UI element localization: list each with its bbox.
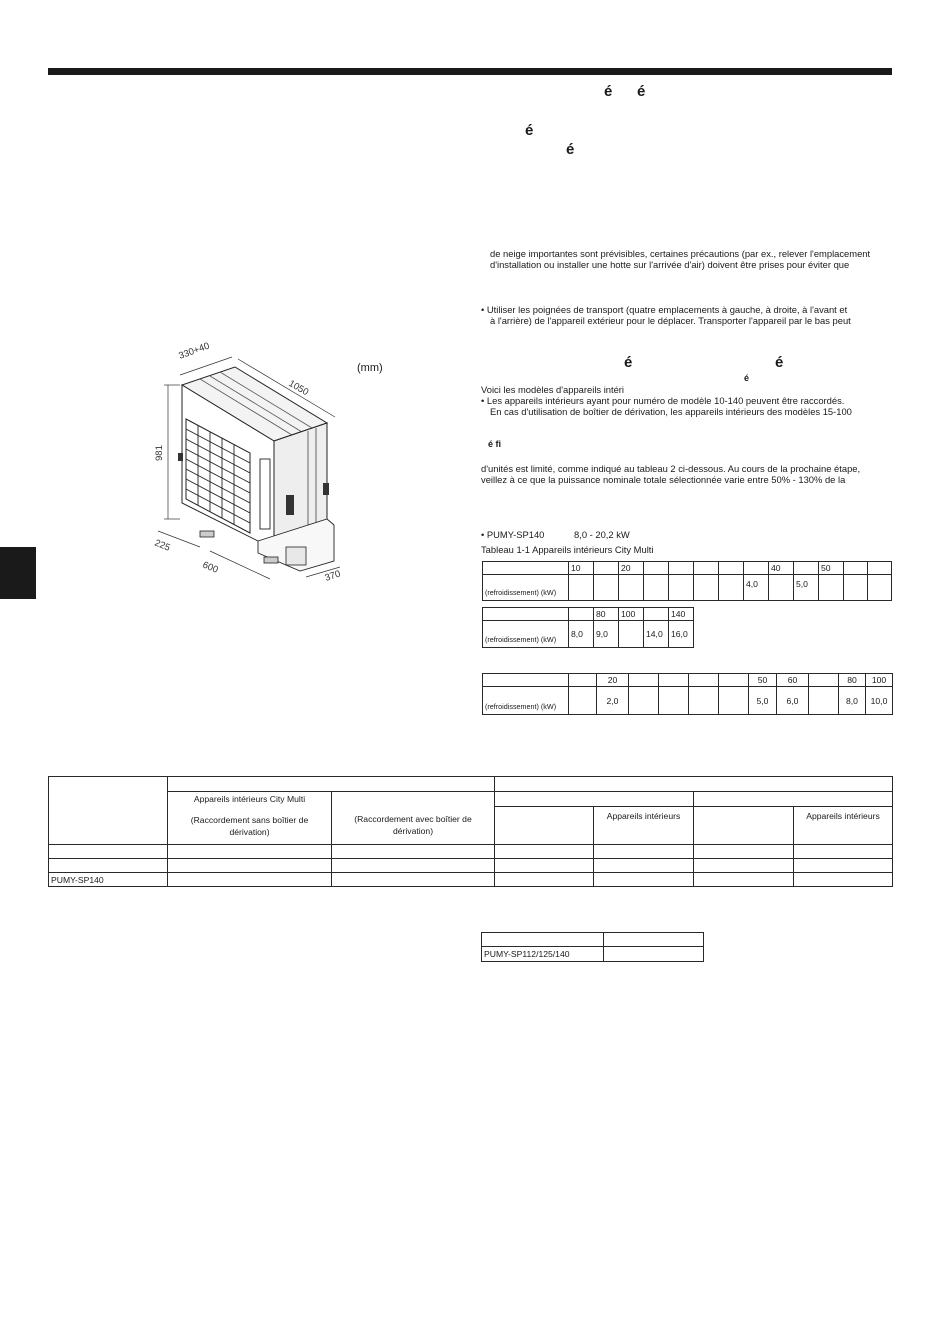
table-cell: [482, 933, 604, 947]
table-2: [48, 776, 893, 887]
table-cell: [495, 777, 893, 792]
table-cell: [694, 792, 893, 807]
table-cell: 40: [769, 562, 794, 575]
table-cell: [719, 687, 749, 715]
table-cell: 50: [749, 674, 777, 687]
table-cell: 10,0: [866, 687, 893, 715]
table-cell: [594, 845, 694, 859]
dimension-depth-top: 330+40: [177, 340, 212, 362]
table-cell: [332, 873, 495, 887]
table-cell: (refroidissement) (kW): [483, 687, 569, 715]
table-cell: [629, 674, 659, 687]
table-cell: [594, 859, 694, 873]
table-cell: [168, 777, 495, 792]
section-glyph: é: [744, 373, 750, 383]
table-cell: [694, 807, 794, 845]
table-cell: [844, 575, 868, 601]
table-row: [483, 608, 694, 621]
dimension-left: 225: [152, 537, 172, 554]
table-row: [49, 777, 893, 792]
table-cell: [49, 845, 168, 859]
table-cell: [659, 674, 689, 687]
outdoor-unit-drawing: [140, 335, 400, 595]
header-glyph: é: [604, 83, 613, 100]
models-text-line: • Les appareils intérieurs ayant pour numéro de modèle 10-140 peuvent être raccordés.: [481, 395, 845, 406]
section-glyph: é: [624, 354, 633, 371]
table-cell: [495, 845, 594, 859]
table-1b: [482, 607, 694, 648]
table-cell: [619, 621, 644, 648]
table-cell: 10: [569, 562, 594, 575]
table-1c: [482, 673, 893, 715]
table-cell: [659, 687, 689, 715]
table-cell: 80: [839, 674, 866, 687]
table-cell: [483, 608, 569, 621]
table-cell: 6,0: [777, 687, 809, 715]
table-cell: [495, 807, 594, 845]
table-cell: [619, 575, 644, 601]
table-cell: [483, 562, 569, 575]
table-cell: [669, 562, 694, 575]
table-cell: [644, 608, 669, 621]
table-cell: [168, 873, 332, 887]
table-3: [481, 932, 704, 962]
col-a-subtitle: (Raccordement sans boîtier de dérivation): [190, 815, 309, 837]
dimension-bottom: 600: [200, 559, 220, 576]
table-cell: [495, 792, 694, 807]
table-cell: [332, 845, 495, 859]
dimension-height: 981: [154, 445, 165, 461]
table-cell: 20: [619, 562, 644, 575]
language-tab: [0, 547, 36, 599]
table-cell: 9,0: [594, 621, 619, 648]
table-cell: 2,0: [597, 687, 629, 715]
table-cell: [719, 674, 749, 687]
unit-label: (mm): [357, 362, 383, 374]
table-cell: [819, 575, 844, 601]
handles-text-line: • Utiliser les poignées de transport (quatre emplacements à gauche, à droite, à l'avant et: [481, 304, 848, 315]
table-cell: PUMY-SP140: [49, 873, 168, 887]
header-glyph: é: [525, 122, 534, 139]
table-cell: [694, 562, 719, 575]
table-cell: [594, 562, 619, 575]
table-cell: [868, 562, 892, 575]
table-cell: [604, 933, 704, 947]
table-cell: [868, 575, 892, 601]
table-cell: 60: [777, 674, 809, 687]
table-cell: 50: [819, 562, 844, 575]
table-cell: 100: [619, 608, 644, 621]
table-cell: 100: [866, 674, 893, 687]
table-row: [483, 621, 694, 648]
table-cell: [794, 562, 819, 575]
table-cell: [569, 674, 597, 687]
table-cell: [689, 674, 719, 687]
table-cell: [794, 859, 893, 873]
table-cell: Appareils intérieurs: [594, 807, 694, 845]
table-cell: 5,0: [749, 687, 777, 715]
dimension-width: 1050: [286, 378, 311, 399]
table-cell: [629, 687, 659, 715]
table-cell: [719, 562, 744, 575]
dimension-right: 370: [323, 568, 343, 584]
section-glyph: é fi: [488, 439, 502, 449]
table-cell: [49, 859, 168, 873]
section-glyph: é: [775, 354, 784, 371]
units-text-line: veillez à ce que la puissance nominale totale sélectionnée varie entre 50% - 130% de la: [481, 474, 846, 485]
table-cell: [689, 687, 719, 715]
table-cell: (Raccordement avec boîtier de dérivation): [332, 792, 495, 845]
snow-text-line: d'installation ou installer une hotte sur l'arrivée d'air) doivent être prises pour éviter que: [490, 259, 850, 270]
table-row: [482, 947, 704, 962]
table-row: [483, 687, 893, 715]
table-cell: [694, 873, 794, 887]
table-cell: 8,0: [569, 621, 594, 648]
table-cell: [49, 777, 168, 845]
table-row: [483, 674, 893, 687]
snow-text-line: de neige importantes sont prévisibles, certaines précautions (par ex., relever l'emplacement: [490, 248, 871, 259]
table-cell: [569, 608, 594, 621]
table-row: [482, 933, 704, 947]
pumy-bullet: • PUMY-SP140: [481, 529, 545, 540]
table-row: [483, 575, 892, 601]
handles-text-line: à l'arrière) de l'appareil extérieur pour le déplacer. Transporter l'appareil par le bas peut: [490, 315, 851, 326]
table-cell: (refroidissement) (kW): [483, 621, 569, 648]
table-cell: 4,0: [744, 575, 769, 601]
table-cell: [569, 575, 594, 601]
header-glyph: é: [637, 83, 646, 100]
table-cell: [809, 687, 839, 715]
table-cell: [604, 947, 704, 962]
table-row: [483, 562, 892, 575]
table-1a: [482, 561, 892, 601]
table-cell: [809, 674, 839, 687]
table-cell: 14,0: [644, 621, 669, 648]
table-cell: [168, 859, 332, 873]
table-cell: 16,0: [669, 621, 694, 648]
header-rule: [48, 68, 892, 75]
table-cell: 20: [597, 674, 629, 687]
pumy-range: 8,0 - 20,2 kW: [574, 529, 630, 540]
table-cell: 80: [594, 608, 619, 621]
table-cell: [168, 845, 332, 859]
table-cell: 8,0: [839, 687, 866, 715]
table-cell: [694, 859, 794, 873]
table-cell: [644, 575, 669, 601]
table-cell: 5,0: [794, 575, 819, 601]
table-row: [49, 859, 893, 873]
table-cell: 140: [669, 608, 694, 621]
table-cell: [332, 859, 495, 873]
table-cell: [644, 562, 669, 575]
table-cell: [495, 873, 594, 887]
table-cell: [694, 575, 719, 601]
table-cell: [594, 575, 619, 601]
table-cell: [744, 562, 769, 575]
table-cell: (refroidissement) (kW): [483, 575, 569, 601]
table-cell: [844, 562, 868, 575]
table-cell: [495, 859, 594, 873]
models-intro: Voici les modèles d'appareils intéri: [481, 384, 625, 395]
table-cell: [594, 873, 694, 887]
table-cell: [769, 575, 794, 601]
table-cell: PUMY-SP112/125/140: [482, 947, 604, 962]
table-cell: [694, 845, 794, 859]
models-text-line: En cas d'utilisation de boîtier de dérivation, les appareils intérieurs des modèles 15-100: [490, 406, 852, 417]
table-row: [49, 873, 893, 887]
table-cell: Appareils intérieurs: [794, 807, 893, 845]
units-text-line: d'unités est limité, comme indiqué au tableau 2 ci-dessous. Au cours de la prochaine étape,: [481, 463, 861, 474]
table-row: [49, 792, 893, 807]
table-cell: [719, 575, 744, 601]
header-glyph: é: [566, 141, 575, 158]
table-cell: [168, 792, 332, 845]
table-row: [49, 845, 893, 859]
table-cell: [794, 845, 893, 859]
col-a-title: Appareils intérieurs City Multi: [193, 794, 306, 804]
table1-caption: Tableau 1-1 Appareils intérieurs City Multi: [481, 544, 654, 555]
table-cell: [569, 687, 597, 715]
table-cell: [794, 873, 893, 887]
table-cell: [669, 575, 694, 601]
table-cell: [483, 674, 569, 687]
